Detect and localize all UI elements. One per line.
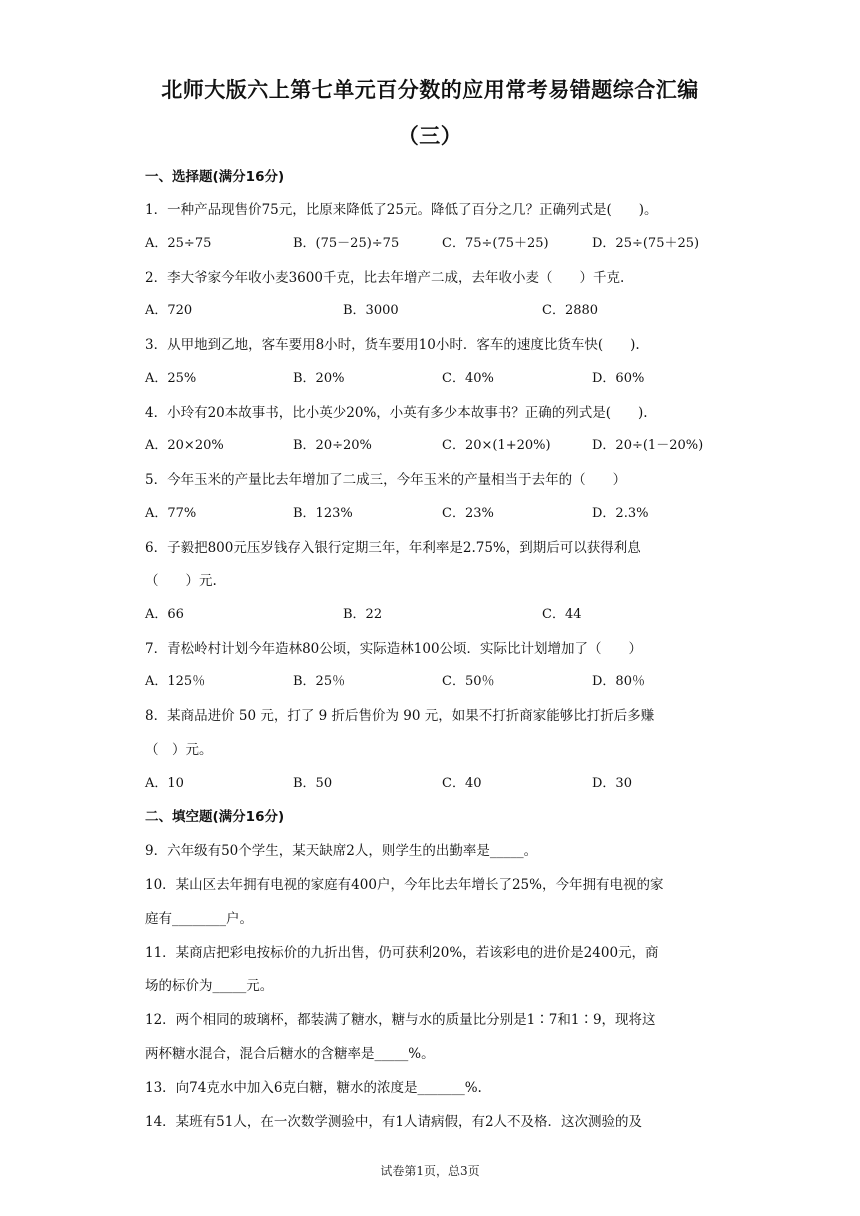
question-10-continued: 庭有________户。 [145, 911, 253, 927]
option: A．66 [145, 607, 184, 622]
option: C．20×(1+20%) [442, 438, 551, 453]
option: C．75÷(75＋25) [442, 236, 549, 251]
question-1: 1．一种产品现售价75元，比原来降低了25元。降低了百分之几？正确列式是( )。 [145, 202, 658, 218]
option: B．25％ [293, 674, 346, 689]
question-9: 9．六年级有50个学生，某天缺席2人，则学生的出勤率是_____。 [145, 843, 538, 859]
page-title: 北师大版六上第七单元百分数的应用常考易错题综合汇编 [161, 78, 699, 102]
option: C．44 [542, 607, 582, 622]
option: C．50％ [442, 674, 495, 689]
question-5: 5．今年玉米的产量比去年增加了二成三，今年玉米的产量相当于去年的（ ） [145, 472, 627, 488]
option: B．20% [293, 371, 345, 386]
question-3: 3．从甲地到乙地，客车要用8小时，货车要用10小时．客车的速度比货车快( ). [145, 337, 640, 353]
option: D．2.3% [592, 506, 649, 521]
option: C．23% [442, 506, 494, 521]
option: B．(75－25)÷75 [293, 236, 400, 251]
question-10: 10．某山区去年拥有电视的家庭有400户，今年比去年增长了25%，今年拥有电视的家 [145, 877, 664, 893]
option: D．30 [592, 776, 632, 791]
question-6-continued: （ ）元. [145, 573, 217, 589]
option: A．20×20% [145, 438, 224, 453]
option: B．50 [293, 776, 333, 791]
question-14: 14．某班有51人，在一次数学测验中，有1人请病假，有2人不及格．这次测验的及 [145, 1114, 643, 1130]
question-4: 4．小玲有20本故事书，比小英少20%，小英有多少本故事书？正确的列式是( ). [145, 405, 648, 421]
question-11: 11．某商店把彩电按标价的九折出售，仍可获利20%，若该彩电的进价是2400元，商 [145, 945, 659, 961]
option: B．123% [293, 506, 353, 521]
option: B．20÷20% [293, 438, 372, 453]
page-footer: 试卷第1页，总3页 [380, 1164, 480, 1178]
question-11-continued: 场的标价为_____元。 [145, 978, 274, 994]
option: A．720 [145, 303, 193, 318]
question-8-continued: （ ）元。 [145, 742, 213, 758]
question-12-continued: 两杯糖水混合，混合后糖水的含糖率是_____%。 [145, 1046, 435, 1062]
option: B．3000 [343, 303, 399, 318]
option: B．22 [343, 607, 383, 622]
question-12: 12．两个相同的玻璃杯，都装满了糖水，糖与水的质量比分别是1∶7和1∶9，现将这 [145, 1012, 656, 1028]
section-fill-heading: 二、填空题(满分16分) [145, 809, 285, 825]
page-subtitle: （三） [397, 124, 463, 148]
option: A．10 [145, 776, 184, 791]
option: A．77% [145, 506, 197, 521]
option: C．40 [442, 776, 482, 791]
option: D．80％ [592, 674, 645, 689]
question-2: 2．李大爷家今年收小麦3600千克，比去年增产二成，去年收小麦（ ）千克. [145, 270, 625, 286]
option: A．25% [145, 371, 197, 386]
question-6: 6．子毅把800元压岁钱存入银行定期三年，年利率是2.75%，到期后可以获得利息 [145, 540, 641, 556]
option: C．2880 [542, 303, 599, 318]
question-7: 7．青松岭村计划今年造林80公顷，实际造林100公顷．实际比计划增加了（ ） [145, 641, 643, 657]
section-choice-heading: 一、选择题(满分16分) [145, 169, 285, 185]
option: C．40% [442, 371, 494, 386]
option: A．25÷75 [145, 236, 212, 251]
option: D．20÷(1－20%) [592, 438, 704, 453]
option: D．60% [592, 371, 645, 386]
option: D．25÷(75＋25) [592, 236, 700, 251]
option: A．125％ [145, 674, 206, 689]
question-13: 13．向74克水中加入6克白糖，糖水的浓度是_______%. [145, 1080, 482, 1096]
question-8: 8．某商品进价 50 元，打了 9 折后售价为 90 元，如果不打折商家能够比打折后多赚 [145, 708, 655, 724]
